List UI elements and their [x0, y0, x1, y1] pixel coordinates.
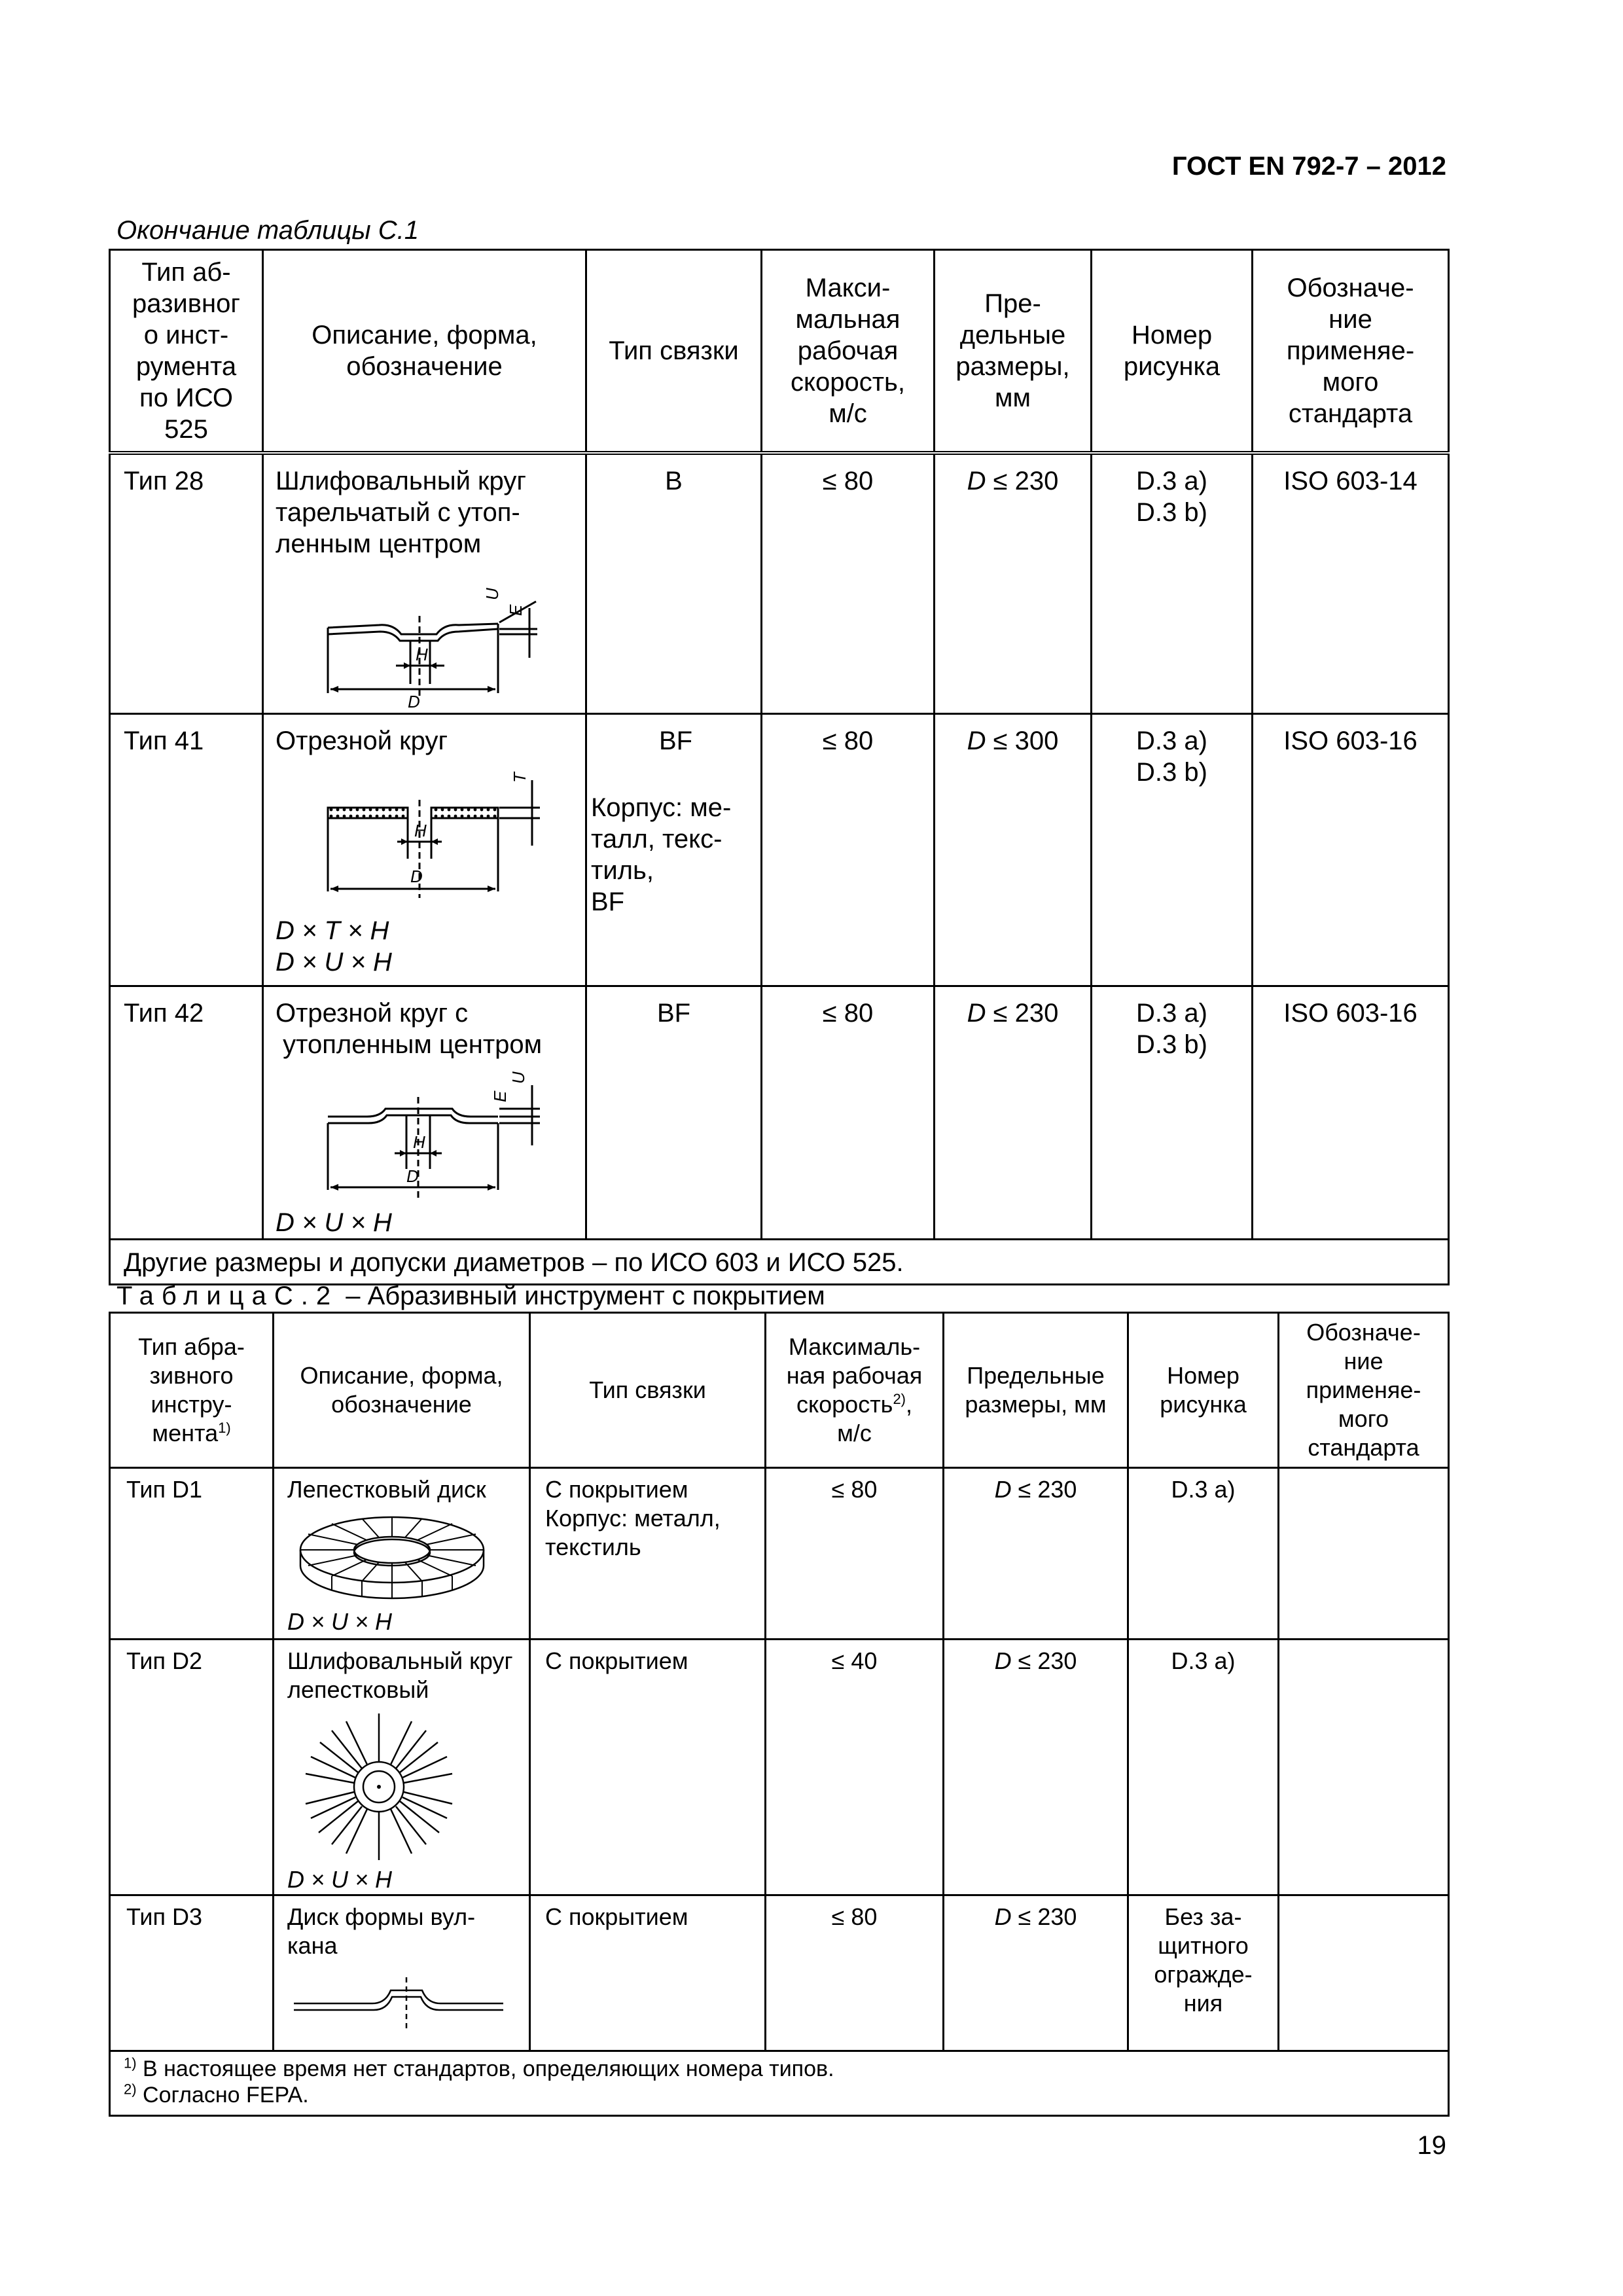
- table2-footnotes-row: [110, 2051, 1449, 2116]
- t1-standard-cell: ISO 603-16: [1253, 986, 1449, 1240]
- t1-bond-cell: B: [586, 453, 762, 714]
- t1-col-speed: Макси- мальная рабочая скорость, м/с: [762, 250, 935, 454]
- header-text: Максималь- ная рабочая скорость: [786, 1333, 923, 1418]
- t1-standard-cell: ISO 603-14: [1253, 453, 1449, 714]
- t1-speed-cell: ≤ 80: [762, 714, 935, 986]
- designation-text: D × U × H: [287, 1866, 393, 1893]
- t2-standard-cell: [1279, 1640, 1449, 1895]
- t1-figure-cell: D.3 a) D.3 b): [1092, 714, 1253, 986]
- t2-speed-cell: ≤ 80: [766, 1895, 944, 2051]
- wheel-type28-drawing: [276, 569, 550, 713]
- t1-col-figure: Номер рисунка: [1092, 250, 1253, 454]
- table2-header-row: [110, 1313, 1449, 1468]
- t2-size-cell: [944, 1895, 1128, 2051]
- t2-size-cell: [944, 1468, 1128, 1640]
- t2-figure-cell: D.3 a): [1128, 1640, 1279, 1895]
- size-variable: D: [994, 1903, 1012, 1930]
- t1-bond-cell: BF: [586, 986, 762, 1240]
- t1-col-standard: Обозначе- ние применяе- мого стандарта: [1253, 250, 1449, 454]
- t1-col-bond: Тип связки: [586, 250, 762, 454]
- label-d: D: [408, 692, 420, 711]
- caption-number: С.2: [274, 1282, 339, 1310]
- t2-description-cell: [274, 1640, 530, 1895]
- t1-standard-cell: ISO 603-16: [1253, 714, 1449, 986]
- table-row: [110, 1468, 1449, 1640]
- t1-type-cell: Тип 42: [110, 986, 263, 1240]
- designation-text: D × U × H: [287, 1608, 393, 1635]
- t2-type-cell: Тип D1: [110, 1468, 274, 1640]
- t1-description-cell: [263, 714, 586, 986]
- label-e: E: [506, 604, 526, 616]
- footnote-text: В настоящее время нет стандартов, определяющих номера типов.: [136, 2056, 834, 2081]
- label-d: D: [410, 867, 423, 886]
- t2-col-type: [110, 1313, 274, 1468]
- size-variable: D: [967, 467, 986, 495]
- page-number: 19: [1417, 2131, 1446, 2160]
- label-e: E: [490, 1090, 510, 1102]
- cutting-wheel-drawing: [276, 761, 550, 915]
- label-t: T: [510, 772, 529, 783]
- t2-footnotes: [110, 2051, 1449, 2116]
- size-limit: ≤ 230: [1011, 1476, 1077, 1503]
- t2-figure-cell: D.3 a): [1128, 1468, 1279, 1640]
- t2-speed-cell: ≤ 80: [766, 1468, 944, 1640]
- table1-header-row: [110, 250, 1449, 454]
- t2-type-cell: Тип D2: [110, 1640, 274, 1895]
- size-variable: D: [994, 1647, 1012, 1674]
- t1-col-type: Тип аб- разивног о инст- румента по ИСО 525: [110, 250, 263, 454]
- cutting-wheel-depressed-drawing: [276, 1062, 550, 1207]
- t2-standard-cell: [1279, 1468, 1449, 1640]
- label-h: H: [413, 1132, 425, 1152]
- size-limit: ≤ 230: [1011, 1647, 1077, 1674]
- t1-col-description: Описание, форма, обозначение: [263, 250, 586, 454]
- designation-text: D × U × H: [276, 1208, 392, 1237]
- description-text: Диск формы вул- кана: [287, 1903, 476, 1959]
- footnote-mark: 1): [124, 2054, 137, 2072]
- t2-size-cell: [944, 1640, 1128, 1895]
- bond-note: Корпус: ме- талл, текс- тиль, BF: [591, 793, 732, 916]
- table-c1-end: [109, 249, 1450, 1285]
- label-d: D: [406, 1166, 419, 1186]
- header-text-tail: , м/с: [837, 1391, 913, 1446]
- caption-title: – Абразивный инструмент с покрытием: [338, 1282, 825, 1310]
- size-limit: ≤ 230: [986, 467, 1059, 495]
- bond-code: BF: [658, 726, 693, 755]
- t1-figure-cell: D.3 a) D.3 b): [1092, 986, 1253, 1240]
- t2-speed-cell: ≤ 40: [766, 1640, 944, 1895]
- designation-text: D × T × H D × U × H: [276, 916, 392, 977]
- t1-bond-cell: [586, 714, 762, 986]
- footnote-1: [124, 2056, 1435, 2082]
- description-text: Отрезной круг: [276, 726, 448, 755]
- t1-size-cell: [935, 986, 1092, 1240]
- t2-bond-cell: С покрытием: [530, 1895, 766, 2051]
- t1-figure-cell: D.3 a) D.3 b): [1092, 453, 1253, 714]
- table-row: [110, 1895, 1449, 2051]
- label-h: H: [414, 821, 427, 840]
- t1-description-cell: [263, 453, 586, 714]
- table-row: [110, 1640, 1449, 1895]
- table-c2: [109, 1312, 1450, 2117]
- t2-col-speed: [766, 1313, 944, 1468]
- footnote-ref: 2): [893, 1391, 906, 1407]
- t2-description-cell: [274, 1895, 530, 2051]
- table-row: [110, 453, 1449, 714]
- label-u: U: [508, 1071, 528, 1084]
- volcano-disc-drawing: [287, 1964, 510, 2030]
- caption-word: Таблица: [116, 1282, 274, 1310]
- flap-wheel-drawing: [287, 1708, 471, 1865]
- t1-speed-cell: ≤ 80: [762, 986, 935, 1240]
- t2-col-description: Описание, форма, обозначение: [274, 1313, 530, 1468]
- footnote-ref: 1): [218, 1420, 231, 1436]
- flap-disc-drawing: [287, 1509, 503, 1607]
- t1-footnote: Другие размеры и допуски диаметров – по ИСО 603 и ИСО 525.: [110, 1240, 1449, 1285]
- t2-standard-cell: [1279, 1895, 1449, 2051]
- t1-speed-cell: ≤ 80: [762, 453, 935, 714]
- description-text: Отрезной круг с утопленным центром: [276, 999, 543, 1059]
- t2-figure-cell: Без за- щитного огражде- ния: [1128, 1895, 1279, 2051]
- size-limit: ≤ 300: [986, 726, 1059, 755]
- size-variable: D: [967, 726, 986, 755]
- size-limit: ≤ 230: [1011, 1903, 1077, 1930]
- description-text: Шлифовальный круг лепестковый: [287, 1647, 513, 1703]
- label-u: U: [482, 588, 502, 600]
- t2-type-cell: Тип D3: [110, 1895, 274, 2051]
- size-variable: D: [994, 1476, 1012, 1503]
- t2-description-cell: [274, 1468, 530, 1640]
- description-text: Лепестковый диск: [287, 1476, 486, 1503]
- t2-col-standard: Обозначе- ние применяе- мого стандарта: [1279, 1313, 1449, 1468]
- document-standard-number: ГОСТ EN 792-7 – 2012: [1171, 152, 1446, 181]
- size-variable: D: [967, 999, 986, 1028]
- table-c2-caption: [116, 1282, 825, 1311]
- table-row: [110, 714, 1449, 986]
- footnote-mark: 2): [124, 2081, 137, 2098]
- t1-description-cell: [263, 986, 586, 1240]
- table-row: [110, 986, 1449, 1240]
- description-text: Шлифовальный круг тарельчатый с утоп- ленным центром: [276, 467, 526, 558]
- t2-col-figure: Номер рисунка: [1128, 1313, 1279, 1468]
- t1-size-cell: [935, 453, 1092, 714]
- table-continuation-caption: Окончание таблицы С.1: [116, 216, 419, 245]
- t1-type-cell: Тип 28: [110, 453, 263, 714]
- footnote-text: Согласно FEPA.: [136, 2083, 309, 2108]
- t1-size-cell: [935, 714, 1092, 986]
- header-text: Тип абра- зивного инстру- мента: [138, 1333, 245, 1446]
- t2-bond-cell: С покрытием: [530, 1640, 766, 1895]
- size-limit: ≤ 230: [986, 999, 1059, 1028]
- table1-footer-row: [110, 1240, 1449, 1285]
- t2-bond-cell: С покрытием Корпус: металл, текстиль: [530, 1468, 766, 1640]
- label-h: H: [416, 645, 428, 664]
- t2-col-bond: Тип связки: [530, 1313, 766, 1468]
- footnote-2: [124, 2082, 1435, 2108]
- t1-col-size: Пре- дельные размеры, мм: [935, 250, 1092, 454]
- t1-type-cell: Тип 41: [110, 714, 263, 986]
- t2-col-size: Предельные размеры, мм: [944, 1313, 1128, 1468]
